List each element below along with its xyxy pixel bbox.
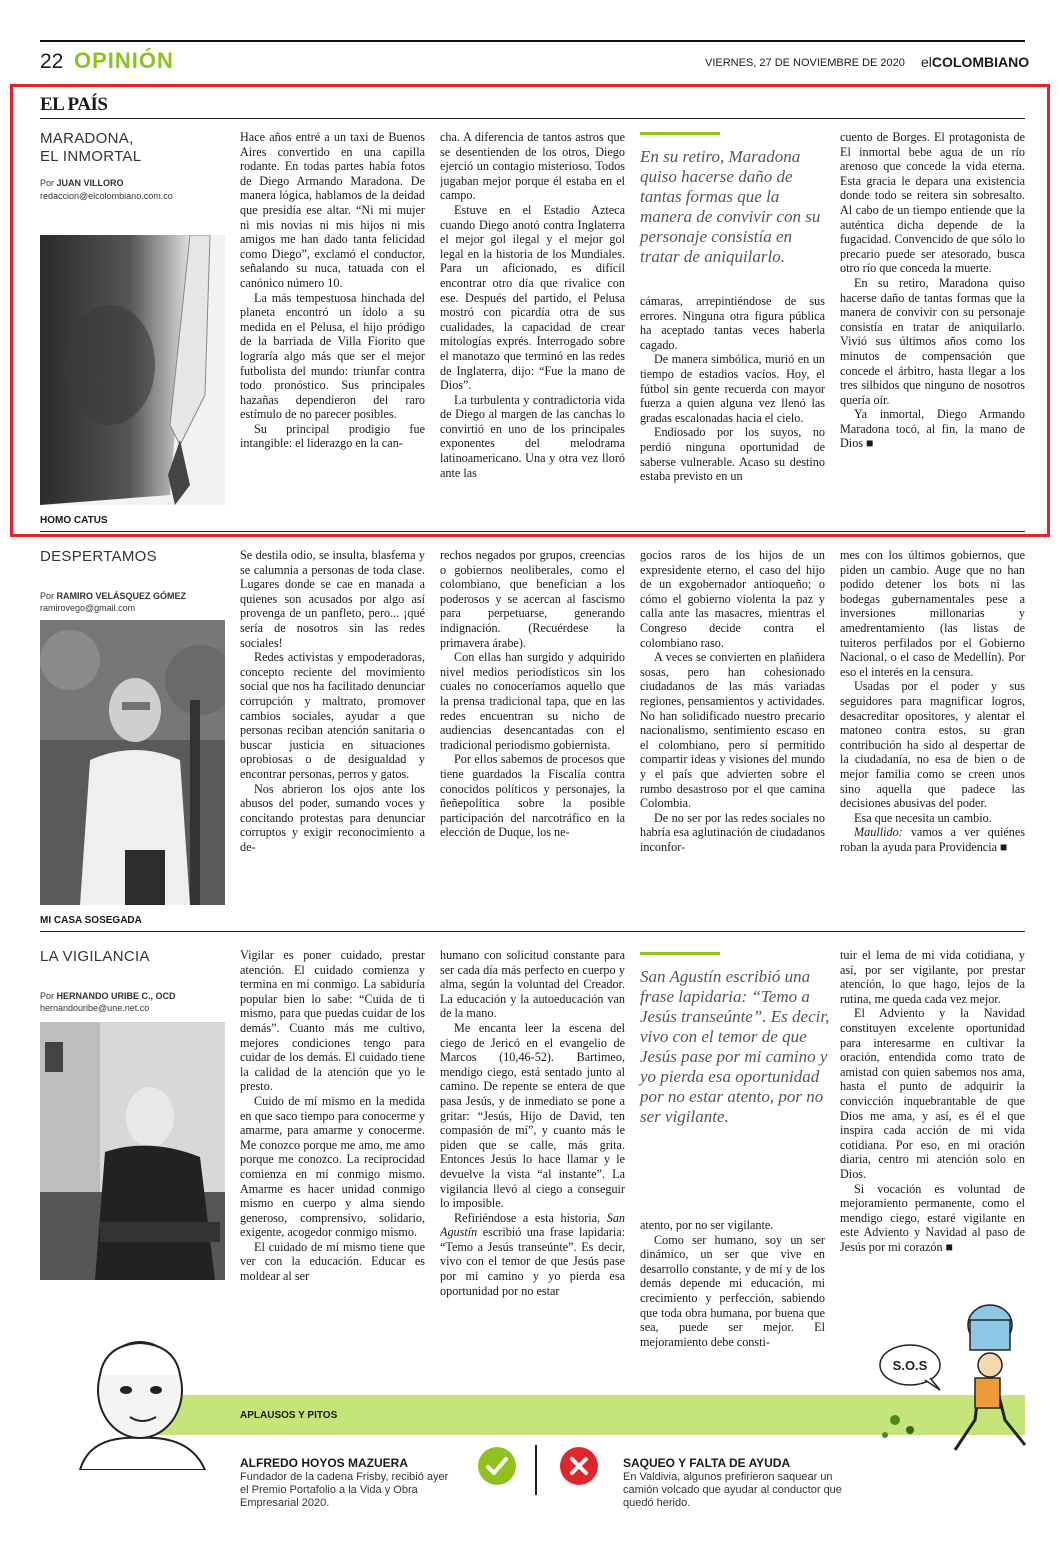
article2-byline [40, 591, 186, 601]
paragraph: En su retiro, Maradona quiso hacerse daño de tantas formas que la manera de convivir con su personaje consistía en tratar de aniquilarlo. Vivió sus últimos años como los minutos de compensación que concede el árbitro, hasta llegar a los tres silbidos que ninguno de nosotros quería oír. [840, 275, 1025, 407]
article2-column-4 [840, 548, 1025, 913]
article3-column-1 [240, 948, 425, 1373]
paragraph: De manera simbólica, murió en un tiempo de estadios vacíos. Hoy, el fútbol sin gente recuerda con mayor fuerza a quien alguna vez llenó las gradas escalonadas hacia el cielo. [640, 352, 825, 425]
applause-text: Fundador de la cadena Frisby, recibió ayer el Premio Portafolio a la Vida y Obra Empresarial 2020. [240, 1471, 449, 1509]
maullido-text: vamos a ver quiénes roban la ayuda para Providencia ■ [840, 825, 1025, 854]
article1-pull-quote: En su retiro, Maradona quiso hacerse daño de tantas formas que la manera de convivir con su personaje consistía en tratar de aniquilarlo. [640, 147, 821, 266]
paragraph: Usadas por el poder y sus seguidores para magnificar logros, desacreditar opositores, y alentar el matoneo contra estos, su gran contribución ha sido al despertar de la ciudadanía, no esa de bien o de mejor familia como se creen unos sino aquella que padece las decisiones abusivas del poder. [840, 679, 1025, 811]
paragraph: humano con solicitud constante para ser cada día más perfecto en cuerpo y alma, según la voluntad del Creador. La educación y la autoeducación van de la mano. [440, 948, 625, 1021]
paragraph-part: escribió una frase lapidaria: “Temo a Jesús transeúnte”. Es decir, vivo con el temor de que Jesús pase por mi camino y yo pierda esa oportunidad por no estar [440, 1225, 625, 1298]
header-rule [40, 40, 1025, 42]
issue-date: VIERNES, 27 DE NOVIEMBRE DE 2020 [705, 57, 905, 69]
article3-pull-quote: San Agustín escribió una frase lapidaria: “Temo a Jesús transeúnte”. Es decir, vivo con el temor de que Jesús pase por mi camino y yo pierda esa oportunidad por no estar atento, por no ser vigilante. [640, 967, 830, 1126]
aplausos-divider [535, 1445, 537, 1495]
article2-author: RAMIRO VELÁSQUEZ GÓMEZ [56, 591, 187, 601]
paragraph: Esa que necesita un cambio. [854, 810, 992, 825]
paragraph: rechos negados por grupos, creencias o gobiernos neoliberales, como el colombiano, que benefician a los poderosos y se acercan al fascismo para perpetuarse, generando indignación. (Recuérdese la primavera árabe). [440, 548, 625, 650]
paragraph: cuento de Borges. El protagonista de El inmortal bebe agua de un río arenoso que concede la vida eterna. Esta gracia le depara una existencia donde todo se reitera sin sobresalto. Al cabo de un tiempo entiende que la auténtica dicha depende de la fugacidad. Convencido de que sólo lo precario puede ser atesorado, busca otro río que conceda la muerte. [840, 130, 1025, 276]
paragraph: cha. A diferencia de tantos astros que se desentienden de los otros, Diego ejerció un contagio misterioso. Todos jugaban mejor porque él estaba en el campo. [440, 130, 625, 203]
article3-column-3 [640, 1218, 825, 1373]
paragraph: El Adviento y la Navidad constituyen excelente oportunidad para interesarme en cultivar la oración, entendida como trato de amistad con quien sabemos nos ama, hasta el punto de adquirir la convicción inquebrantable de que Dios me ama, y así, es él el que inspira cada acción de mi vida cotidiana. Por eso, en mi oración diaria, centro mi atención solo en Dios. [840, 1006, 1025, 1181]
paragraph: Por ellos sabemos de procesos que tiene guardados la Fiscalía contra conocidos políticos y personajes, la ñeñepolítica sobre la posible participación del narcotráfico en la elección de Duque, los ne- [440, 752, 625, 840]
sos-cartoon [855, 1300, 1035, 1460]
paragraph: A veces se convierten en plañidera sosas, pero han cohesionado ciudadanos de las más variadas regiones, pensamientos y actividades. No han solidificado nuestro precario nacionalismo, sentimiento escaso en el colombiano, pero sí permitido compartir ideas y visiones del mundo y el país que advierten sobre el rumbo desastroso por el que camina Colombia. [640, 650, 825, 811]
whistle-text: En Valdivia, algunos prefirieron saquear un camión volcado que ayudar al conductor que quedó herido. [623, 1471, 842, 1509]
maullido-label: Maullido: [854, 825, 903, 840]
paragraph: cámaras, arrepintiéndose de sus errores. Ninguna otra figura pública ha aceptado tantas veces haberla cagado. [640, 294, 825, 352]
article3-column-4 [840, 948, 1025, 1313]
article1-column-3 [640, 294, 825, 520]
saint-name: San Agustín [440, 1210, 625, 1240]
paragraph: gocios raros de los hijos de un expresidente eterno, el caso del hijo de un exgobernador antioqueño; o cómo el gobierno violenta la paz y calla ante las masacres, mientras el Congreso decide contra el colombiano raso. [640, 548, 825, 650]
paragraph: Ya inmortal, Diego Armando Maradona tocó, al fin, la mano de Dios ■ [840, 407, 1025, 451]
article3-author: HERNANDO URIBE C., OCD [56, 991, 176, 1001]
syndicate-rule [40, 118, 1025, 119]
article3-column-2 [440, 948, 625, 1373]
article2-title: DESPERTAMOS [40, 548, 157, 565]
article1-title-line2: EL INMORTAL [40, 148, 142, 165]
paragraph: Nos abrieron los ojos ante los abusos del poder, sumando voces y concitando protestas para denunciar corruptos y exigir reconocimiento a de- [240, 781, 425, 854]
syndicate-logo: EL PAÍS [40, 94, 108, 115]
paragraph: Hace años entré a un taxi de Buenos Aires convertido en una capilla rodante. En todas partes había fotos de Diego Armando Maradona. De manera lógica, hablamos de la deidad que presidía ese altar. “Ni mi mujer ni mis novias ni mis hijos ni mis amigos me han dado tanta felicidad como Diego”, exclamó el conductor, señalando su nuca, tatuada con el canónico número 10. [240, 130, 425, 290]
page-number: 22 [40, 50, 64, 73]
article3-title: LA VIGILANCIA [40, 948, 150, 965]
article1-author: JUAN VILLORO [56, 178, 124, 188]
sos-label: S.O.S [892, 1358, 928, 1373]
article1-by: Por [40, 178, 55, 188]
paragraph: El cuidado de mí mismo tiene que ver con la educación. Educar es moldear al ser [240, 1239, 425, 1284]
paragraph: Endiosado por los suyos, no perdió ninguna oportunidad de saberse vulnerable. Acaso su destino estaba previsto en un [640, 425, 825, 484]
paragraph: atento, por no ser vigilante. [640, 1218, 774, 1232]
article2-author-photo [40, 620, 225, 905]
caricature-illustration [60, 1335, 210, 1470]
article2-column-2 [440, 548, 625, 913]
masthead-name: COLOMBIANO [931, 54, 1030, 70]
article1-email: redaccion@elcolombiano.com.co [40, 191, 173, 201]
paragraph: Cuido de mí mismo en la medida en que saco tiempo para conocerme y amarme, para amarme y conocerme. Me conozco porque me amo, me amo porque me conozco. La reciprocidad comienza en mí conmigo mismo. Amarme es hacer unidad conmigo mismo en cuerpo y alma siendo generoso, comprensivo, solidario, exigente, acogedor conmigo mismo. [240, 1093, 425, 1240]
paragraph: Si vocación es voluntad de mejoramiento permanente, como el mendigo ciego, estaré vigilante en este Adviento y Navidad al paso de Jesús por mi corazón ■ [840, 1181, 1025, 1254]
masthead-logo [921, 54, 1029, 70]
article1-byline [40, 178, 124, 188]
paragraph: La más tempestuosa hinchada del planeta encontró un ídolo a su medida en el Pelusa, el hijo pródigo de la barriada de Villa Fiorito que lograría algo más que ser el mejor futbolista del mundo: triunfar contra todo pronóstico. Sus principales hazañas dependieron del raro estímulo de no parecer posibles. [240, 290, 425, 422]
article3-by: Por [40, 991, 55, 1001]
article1-title-line1: MARADONA, [40, 130, 134, 147]
paragraph: De no ser por las redes sociales no habría esa aglutinación de ciudadanos inconfor- [640, 810, 825, 854]
paragraph: Redes activistas y empoderadoras, concepto reciente del movimiento social que nos ha facilitado denunciar corrupción y maltrato, promover cambios sociales, ayudar a que personas reciban atención sanitaria o buscar justicia en situaciones oprobiosas o de desigualdad y encontrar personas, perros y gatos. [240, 650, 425, 781]
article3-byline [40, 991, 176, 1001]
article1-column-4 [840, 130, 1025, 520]
applause-name: ALFREDO HOYOS MAZUERA [240, 1456, 408, 1470]
section-divider [40, 531, 1025, 532]
paragraph: La turbulenta y contradictoria vida de Diego al margen de las canchas lo convirtió en uno de los principales exponentes del melodrama latinoamericano. Una y otra vez lloró ante las [440, 392, 625, 480]
check-icon [478, 1447, 516, 1490]
paragraph [840, 825, 1025, 854]
article3-email: hernandouribe@une.net.co [40, 1003, 150, 1013]
article2-email: ramirovego@gmail.com [40, 603, 136, 613]
quote-accent-bar [640, 952, 720, 955]
cross-icon [560, 1447, 598, 1490]
article1-title [40, 130, 141, 166]
paragraph: tuir el lema de mi vida cotidiana, y así, por ser vigilante, por prestar atención, lo que hago, lejos de la rutina, me queda cada vez mejor. [840, 948, 1025, 1006]
article1-column-2 [440, 130, 625, 520]
paragraph: Como ser humano, soy un ser dinámico, un ser que vive en desarrollo constante, y de mí y de los demás depende mi educación, mi crecimiento y perfección, sabiendo que toda obra humana, por buena que sea, puede ser mejor. El mejoramiento debe consti- [640, 1232, 825, 1349]
article1-column-1 [240, 130, 425, 520]
article2-column-name: MI CASA SOSEGADA [40, 915, 142, 926]
paragraph-part: Refiriéndose a esta historia, [454, 1210, 601, 1225]
paragraph: Estuve en el Estadio Azteca cuando Diego anotó contra Inglaterra el mejor gol ilegal y el mejor gol legal en la historia de los Mundiales. Para un aficionado, es difícil encontrar otro día que rivalice con ese. Después del partido, el Pelusa mostró con picardía otra de sus cualidades, la capacidad de crear mitologías exprés. Interrogado sobre el manotazo que terminó en las redes de Inglaterra, dijo: “Fue la mano de Dios”. [440, 202, 625, 393]
paragraph: Su principal prodigio fue intangible: el liderazgo en la can- [240, 421, 425, 451]
paragraph: Vigilar es poner cuidado, prestar atención. El cuidado comienza y termina en mí conmigo. La sabiduría popular bien lo sabe: “Cuida de ti mismo, para que puedas cuidar de los demás”. Cuanto más me cultivo, mejores condiciones tengo para cuidar de los demás. El cuidado tiene la calidad de la atención que yo le presto. [240, 948, 425, 1094]
article1-column-name: HOMO CATUS [40, 515, 108, 526]
whistle-name: SAQUEO Y FALTA DE AYUDA [623, 1456, 791, 1470]
masthead-prefix: el [921, 54, 932, 70]
article2-by: Por [40, 591, 55, 601]
paragraph: Me encanta leer la escena del ciego de Jericó en el evangelio de Marcos (10,46-52). Bartimeo, mendigo ciego, está sentado junto al camino. De repente se entera de que pasa Jesús, y de inmediato se pone a gritar: “Jesús, Hijo de David, ten compasión de mí”, y cuanto más le piden que se calle, más grita. Entonces Jesús lo hace llamar y le devuelve la vista “al instante”. La vigilancia llevó al ciego a conseguir lo imposible. [440, 1020, 625, 1211]
article3-author-photo [40, 1022, 225, 1280]
paragraph [440, 1211, 625, 1299]
aplausos-title: APLAUSOS Y PITOS [240, 1410, 338, 1421]
paragraph: Se destila odio, se insulta, blasfema y se calumnia a personas de toda clase. Lugares donde se cae en manada a quienes son acusados por algo así provenga de un panfleto, pero... ¡qué sería de nosotros sin las redes sociales! [240, 548, 425, 650]
section-name: OPINIÓN [74, 48, 174, 73]
paragraph: mes con los últimos gobiernos, que piden un cambio. Auge que no han podido detener los bots ni las bodegas gubernamentales pese a inversiones millonarias y amedrentamiento (las listas de tuiteros perfilados por el Gobierno Nacional, o el caso de Medellín). Por eso el interés en la censura. [840, 548, 1025, 679]
article2-column-1 [240, 548, 425, 913]
article1-illustration [40, 235, 225, 505]
article2-column-3 [640, 548, 825, 913]
paragraph: Con ellas han surgido y adquirido nivel medios periodísticos sin los cuales no conoceríamos aquello que la prensa tradicional tapa, que en las redes encuentran su nicho de audiencias desencantadas con el tradicional periodismo gobiernista. [440, 650, 625, 752]
section-divider [40, 931, 1025, 932]
quote-accent-bar [640, 132, 720, 135]
